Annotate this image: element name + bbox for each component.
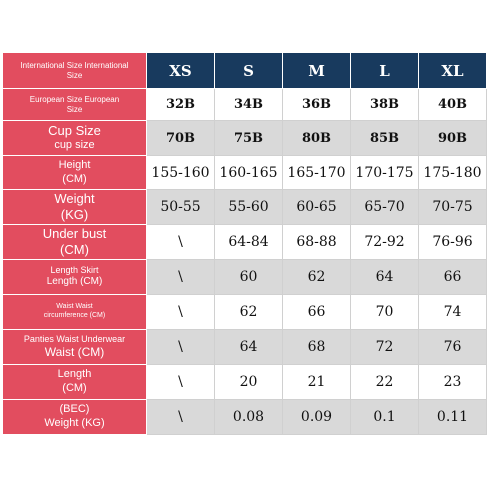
cell-s: 75B [215,121,283,156]
label-line-1: Height [58,158,91,171]
cell-m: 165-170 [283,156,351,190]
cell-l: 72-92 [351,225,419,260]
label-line-1: Waist Waist [56,303,93,311]
row-label-panties-waist [3,330,147,365]
cell-xl: 66 [419,260,487,295]
row-label-height [3,156,147,190]
cell-xl: 70-75 [419,190,487,225]
cell-m: 68 [283,330,351,365]
cell-s: 160-165 [215,156,283,190]
cell-xl: 175-180 [419,156,487,190]
cell-l: 72 [351,330,419,365]
cell-m: 62 [283,260,351,295]
cell-xl: 40B [419,89,487,121]
label-line-2: cup size [54,139,95,152]
label-line-2: Size [66,104,83,114]
cell-m: 60-65 [283,190,351,225]
row-label-international-size [3,53,147,89]
cell-m: 0.09 [283,400,351,435]
label-line-1: European Size European [29,94,120,104]
size-chart [2,52,486,435]
size-header-xs: XS [147,53,215,89]
cell-xl: 23 [419,365,487,400]
label-line-1: Weight [54,190,95,206]
table-row [3,121,487,156]
table-row [3,400,487,435]
cell-xs: \ [147,365,215,400]
cell-s: 64 [215,330,283,365]
cell-xs: 155-160 [147,156,215,190]
row-label-length [3,365,147,400]
cell-xl: 76 [419,330,487,365]
label-line-1: Length Skirt [50,265,99,276]
label-line-2: Weight (KG) [44,417,105,429]
table-row [3,89,487,121]
row-label-european-size [3,89,147,121]
cell-xs: \ [147,330,215,365]
label-line-2: (KG) [60,207,89,222]
cell-xs: 70B [147,121,215,156]
label-line-2: circumference (CM) [43,312,106,319]
cell-s: 55-60 [215,190,283,225]
cell-xs: \ [147,295,215,330]
cell-s: 64-84 [215,225,283,260]
cell-xs: 32B [147,89,215,121]
label-line-2: Size [66,70,83,80]
table-row [3,330,487,365]
cell-l: 64 [351,260,419,295]
cell-l: 85B [351,121,419,156]
cell-xs: 50-55 [147,190,215,225]
cell-l: 38B [351,89,419,121]
cell-xs: \ [147,225,215,260]
label-line-2: (CM) [62,382,87,394]
row-label-cup-size [3,121,147,156]
table-row [3,190,487,225]
row-label-under-bust [3,225,147,260]
label-line-2: (CM) [62,172,87,185]
row-label-weight [3,190,147,225]
table-row [3,260,487,295]
cell-l: 70 [351,295,419,330]
row-label-waist-circumference [3,295,147,330]
header-row [3,53,487,89]
size-header-l: L [351,53,419,89]
cell-xs: \ [147,260,215,295]
label-line-1: Cup Size [48,123,101,138]
cell-s: 20 [215,365,283,400]
label-line-2: Length (CM) [46,276,103,288]
label-line-2: Waist (CM) [44,345,105,360]
cell-xl: 76-96 [419,225,487,260]
table-row [3,225,487,260]
cell-m: 36B [283,89,351,121]
label-line-1: Panties Waist Underwear [23,333,126,344]
size-header-xl: XL [419,53,487,89]
cell-l: 170-175 [351,156,419,190]
row-label-bec-weight [3,400,147,435]
cell-l: 65-70 [351,190,419,225]
cell-xl: 90B [419,121,487,156]
cell-m: 21 [283,365,351,400]
label-line-1: (BEC) [59,403,90,416]
cell-xl: 0.11 [419,400,487,435]
table-row [3,365,487,400]
cell-l: 0.1 [351,400,419,435]
label-line-1: Under bust [42,225,107,241]
size-table [2,52,487,435]
cell-l: 22 [351,365,419,400]
cell-s: 62 [215,295,283,330]
label-line-1: International Size International [20,60,129,70]
cell-m: 80B [283,121,351,156]
label-line-2: (CM) [60,242,89,257]
cell-m: 66 [283,295,351,330]
cell-s: 60 [215,260,283,295]
row-label-skirt-length [3,260,147,295]
label-line-1: Length [57,368,92,381]
cell-m: 68-88 [283,225,351,260]
table-row [3,295,487,330]
size-header-s: S [215,53,283,89]
size-header-m: M [283,53,351,89]
cell-xl: 74 [419,295,487,330]
cell-xs: \ [147,400,215,435]
cell-s: 34B [215,89,283,121]
cell-s: 0.08 [215,400,283,435]
table-row [3,156,487,190]
